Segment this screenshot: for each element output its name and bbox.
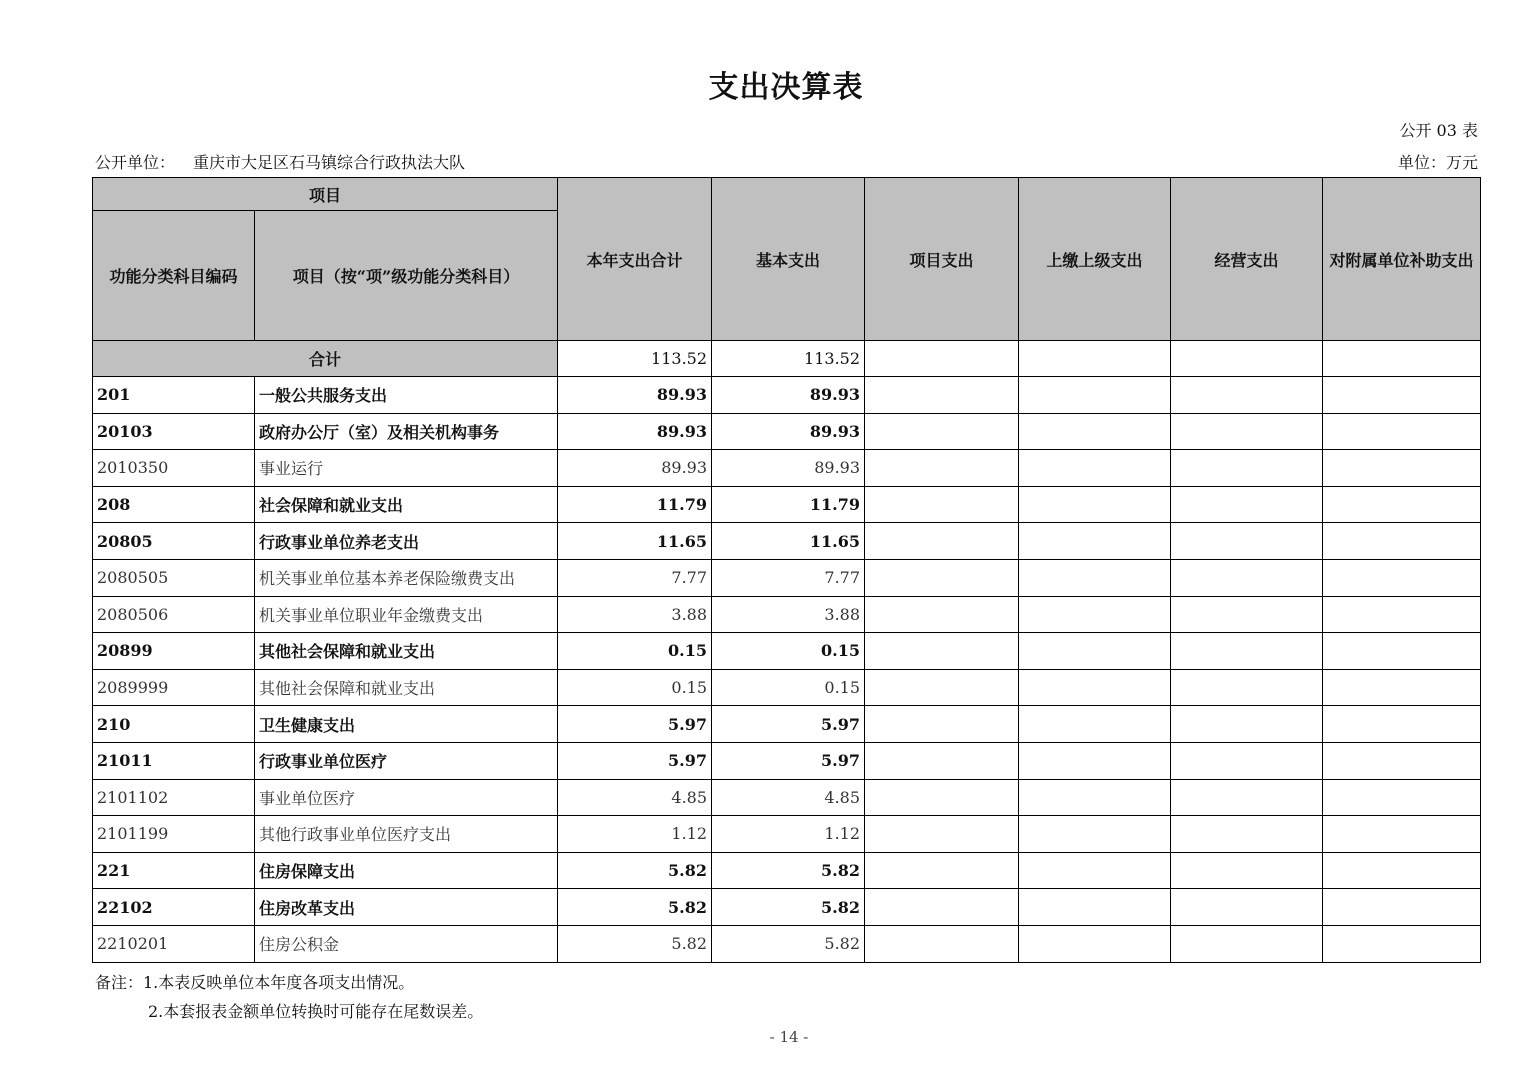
row-subsidy: [1323, 706, 1481, 743]
row-project-expenditure: [865, 852, 1019, 889]
row-project-expenditure: [865, 669, 1019, 706]
table-row: [93, 889, 1481, 926]
row-basic: 89.93: [712, 450, 865, 487]
row-business: [1171, 413, 1323, 450]
row-subsidy: [1323, 633, 1481, 670]
row-name: 机关事业单位职业年金缴费支出: [255, 596, 558, 633]
row-business: [1171, 377, 1323, 414]
note-line-1: 备注：1.本表反映单位本年度各项支出情况。: [95, 973, 415, 992]
row-basic: 89.93: [712, 413, 865, 450]
row-business: [1171, 523, 1323, 560]
row-basic: 5.82: [712, 925, 865, 962]
row-code: 2080506: [93, 596, 255, 633]
row-name: 政府办公厅（室）及相关机构事务: [255, 413, 558, 450]
row-basic: 4.85: [712, 779, 865, 816]
header-code: 功能分类科目编码: [93, 211, 255, 341]
row-business: [1171, 925, 1323, 962]
row-subsidy: [1323, 596, 1481, 633]
row-code: 208: [93, 486, 255, 523]
row-subsidy: [1323, 852, 1481, 889]
row-basic: 5.82: [712, 852, 865, 889]
header-basic: 基本支出: [712, 178, 865, 341]
table-row: [93, 559, 1481, 596]
row-name: 住房公积金: [255, 925, 558, 962]
table-row: [93, 633, 1481, 670]
table-row: [93, 925, 1481, 962]
total-basic: 113.52: [712, 341, 865, 377]
row-code: 20899: [93, 633, 255, 670]
row-project-expenditure: [865, 633, 1019, 670]
row-upper-level: [1019, 486, 1171, 523]
row-project-expenditure: [865, 816, 1019, 853]
row-business: [1171, 779, 1323, 816]
row-project-expenditure: [865, 413, 1019, 450]
row-name: 事业运行: [255, 450, 558, 487]
row-name: 行政事业单位医疗: [255, 742, 558, 779]
row-total: 5.97: [558, 706, 712, 743]
header-item: 项目（按“项”级功能分类科目）: [255, 211, 558, 341]
header-total: 本年支出合计: [558, 178, 712, 341]
row-basic: 5.82: [712, 889, 865, 926]
table-row: [93, 523, 1481, 560]
row-subsidy: [1323, 486, 1481, 523]
row-total: 5.82: [558, 889, 712, 926]
row-project-expenditure: [865, 377, 1019, 414]
row-subsidy: [1323, 816, 1481, 853]
row-subsidy: [1323, 377, 1481, 414]
row-basic: 0.15: [712, 669, 865, 706]
row-subsidy: [1323, 925, 1481, 962]
row-project-expenditure: [865, 706, 1019, 743]
row-total: 7.77: [558, 559, 712, 596]
row-name: 行政事业单位养老支出: [255, 523, 558, 560]
note-line-2: 2.本套报表金额单位转换时可能存在尾数误差。: [148, 1002, 484, 1021]
table-row: [93, 596, 1481, 633]
table-row: [93, 706, 1481, 743]
row-name: 其他社会保障和就业支出: [255, 633, 558, 670]
row-code: 2101102: [93, 779, 255, 816]
row-total: 3.88: [558, 596, 712, 633]
total-label: 合计: [93, 341, 558, 377]
row-basic: 11.79: [712, 486, 865, 523]
row-project-expenditure: [865, 523, 1019, 560]
page-number: - 14 -: [769, 1028, 809, 1046]
row-basic: 3.88: [712, 596, 865, 633]
table-row: [93, 816, 1481, 853]
row-subsidy: [1323, 523, 1481, 560]
table-row: [93, 486, 1481, 523]
row-project-expenditure: [865, 742, 1019, 779]
row-project-expenditure: [865, 889, 1019, 926]
row-business: [1171, 596, 1323, 633]
row-basic: 1.12: [712, 816, 865, 853]
row-total: 1.12: [558, 816, 712, 853]
row-business: [1171, 633, 1323, 670]
unit-label: 公开单位：: [95, 153, 176, 172]
row-total: 11.79: [558, 486, 712, 523]
row-business: [1171, 852, 1323, 889]
table-row: [93, 779, 1481, 816]
row-name: 卫生健康支出: [255, 706, 558, 743]
row-total: 5.97: [558, 742, 712, 779]
row-basic: 0.15: [712, 633, 865, 670]
table-row: [93, 377, 1481, 414]
row-name: 其他行政事业单位医疗支出: [255, 816, 558, 853]
row-code: 201: [93, 377, 255, 414]
row-upper-level: [1019, 596, 1171, 633]
row-upper-level: [1019, 450, 1171, 487]
header-upper-level: 上缴上级支出: [1019, 178, 1171, 341]
row-total: 0.15: [558, 633, 712, 670]
row-upper-level: [1019, 523, 1171, 560]
row-subsidy: [1323, 669, 1481, 706]
row-upper-level: [1019, 377, 1171, 414]
row-project-expenditure: [865, 450, 1019, 487]
row-subsidy: [1323, 450, 1481, 487]
row-total: 89.93: [558, 413, 712, 450]
row-code: 2101199: [93, 816, 255, 853]
table-row: [93, 852, 1481, 889]
row-name: 社会保障和就业支出: [255, 486, 558, 523]
header-project-expenditure: 项目支出: [865, 178, 1019, 341]
row-total: 11.65: [558, 523, 712, 560]
row-upper-level: [1019, 706, 1171, 743]
header-project: 项目: [93, 178, 558, 211]
row-total: 4.85: [558, 779, 712, 816]
row-business: [1171, 742, 1323, 779]
header-subsidy: 对附属单位补助支出: [1323, 178, 1481, 341]
header-business: 经营支出: [1171, 178, 1323, 341]
row-upper-level: [1019, 669, 1171, 706]
table-row: [93, 669, 1481, 706]
row-total: 89.93: [558, 450, 712, 487]
table-row: [93, 450, 1481, 487]
page-title: 支出决算表: [708, 70, 864, 105]
row-upper-level: [1019, 852, 1171, 889]
unit-name: 重庆市大足区石马镇综合行政执法大队: [193, 153, 466, 172]
row-name: 一般公共服务支出: [255, 377, 558, 414]
row-upper-level: [1019, 889, 1171, 926]
row-name: 事业单位医疗: [255, 779, 558, 816]
table-row: [93, 413, 1481, 450]
row-project-expenditure: [865, 925, 1019, 962]
unit-info: [95, 150, 465, 173]
row-subsidy: [1323, 413, 1481, 450]
row-code: 20805: [93, 523, 255, 560]
total-amount: 113.52: [558, 341, 712, 377]
row-business: [1171, 559, 1323, 596]
row-code: 22102: [93, 889, 255, 926]
row-business: [1171, 486, 1323, 523]
row-code: 2010350: [93, 450, 255, 487]
row-name: 机关事业单位基本养老保险缴费支出: [255, 559, 558, 596]
row-total: 89.93: [558, 377, 712, 414]
row-project-expenditure: [865, 486, 1019, 523]
row-upper-level: [1019, 559, 1171, 596]
row-code: 2089999: [93, 669, 255, 706]
table-row: [93, 742, 1481, 779]
row-subsidy: [1323, 559, 1481, 596]
row-subsidy: [1323, 889, 1481, 926]
row-name: 其他社会保障和就业支出: [255, 669, 558, 706]
row-project-expenditure: [865, 779, 1019, 816]
row-basic: 7.77: [712, 559, 865, 596]
row-business: [1171, 706, 1323, 743]
row-total: 0.15: [558, 669, 712, 706]
row-code: 21011: [93, 742, 255, 779]
row-subsidy: [1323, 779, 1481, 816]
row-upper-level: [1019, 413, 1171, 450]
row-basic: 89.93: [712, 377, 865, 414]
money-unit: 单位：万元: [1397, 153, 1478, 172]
row-basic: 5.97: [712, 742, 865, 779]
row-business: [1171, 889, 1323, 926]
row-upper-level: [1019, 742, 1171, 779]
row-upper-level: [1019, 779, 1171, 816]
row-code: 20103: [93, 413, 255, 450]
row-basic: 5.97: [712, 706, 865, 743]
row-subsidy: [1323, 742, 1481, 779]
row-code: 221: [93, 852, 255, 889]
row-project-expenditure: [865, 596, 1019, 633]
row-name: 住房改革支出: [255, 889, 558, 926]
total-row: [93, 341, 1481, 377]
row-basic: 11.65: [712, 523, 865, 560]
row-upper-level: [1019, 633, 1171, 670]
row-business: [1171, 816, 1323, 853]
row-upper-level: [1019, 925, 1171, 962]
row-code: 2080505: [93, 559, 255, 596]
form-number: 公开 03 表: [1399, 121, 1478, 140]
row-code: 2210201: [93, 925, 255, 962]
row-total: 5.82: [558, 925, 712, 962]
row-code: 210: [93, 706, 255, 743]
row-total: 5.82: [558, 852, 712, 889]
row-business: [1171, 450, 1323, 487]
row-upper-level: [1019, 816, 1171, 853]
row-name: 住房保障支出: [255, 852, 558, 889]
row-project-expenditure: [865, 559, 1019, 596]
expenditure-table: [92, 177, 1481, 963]
row-business: [1171, 669, 1323, 706]
